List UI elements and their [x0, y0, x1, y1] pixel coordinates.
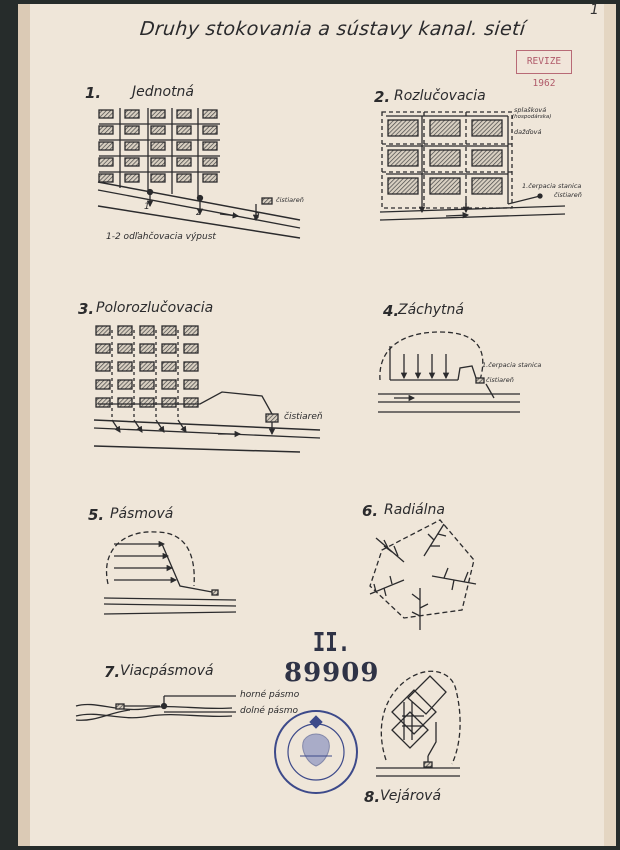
building-block — [125, 174, 139, 182]
building-block — [203, 110, 217, 118]
building-block — [125, 110, 139, 118]
label-hospodarska: (hospodárska) — [512, 114, 552, 120]
label-dazdova: dažďová — [514, 128, 542, 136]
label-dolne-pasmo: dolné pásmo — [240, 706, 299, 716]
building-block — [162, 344, 176, 353]
diagram-6-number: 6. — [362, 502, 379, 520]
label-outlet-2: 2 — [196, 208, 202, 218]
diagram-1-title: Jednotná — [132, 84, 195, 100]
diagram-3-number: 3. — [78, 300, 95, 318]
building-block — [118, 326, 132, 335]
page-title: Druhy stokovania a sústavy kanal. sietí — [138, 18, 527, 40]
diagram-5-number: 5. — [88, 506, 105, 524]
building-block — [184, 380, 198, 389]
building-block — [203, 174, 217, 182]
building-block — [162, 398, 176, 407]
diagram-3-title: Polorozlučovacia — [96, 300, 214, 316]
diagram-4-title: Záchytná — [398, 302, 464, 318]
page-number: 1 — [590, 2, 599, 18]
diagram-2-number: 2. — [374, 88, 391, 106]
building-block — [118, 362, 132, 371]
inventory-number: 89909 — [284, 658, 380, 688]
building-block — [177, 158, 191, 166]
building-block — [140, 398, 154, 407]
label-splaskova: splašková — [514, 106, 547, 114]
building-block — [151, 158, 165, 166]
label-outlet-3: 3 — [254, 212, 260, 222]
diagram-1-number: 1. — [85, 84, 102, 102]
building-block — [162, 380, 176, 389]
building-block — [203, 126, 217, 134]
building-block — [125, 126, 139, 134]
building-block — [125, 158, 139, 166]
building-block — [118, 398, 132, 407]
building-block — [177, 142, 191, 150]
building-block — [151, 174, 165, 182]
diagram-4-number: 4. — [383, 302, 400, 320]
building-block — [140, 380, 154, 389]
diagram-5-title: Pásmová — [110, 506, 174, 522]
building-block — [140, 326, 154, 335]
building-block — [203, 158, 217, 166]
building-block — [96, 344, 110, 353]
diagram-6-title: Radiálna — [384, 502, 446, 518]
revision-stamp: REVIZE 1962 — [516, 50, 572, 74]
building-block — [96, 362, 110, 371]
building-block — [99, 158, 113, 166]
diagram-7-title: Viacpásmová — [120, 663, 214, 679]
building-block — [99, 110, 113, 118]
building-block — [151, 126, 165, 134]
diagram-2-title: Rozlučovacia — [394, 88, 486, 104]
label-outlet-1: 1 — [144, 202, 150, 212]
building-block — [118, 380, 132, 389]
diagram-8-title: Vejárová — [380, 788, 442, 804]
building-block — [151, 142, 165, 150]
building-block — [140, 362, 154, 371]
building-block — [203, 142, 217, 150]
building-block — [162, 326, 176, 335]
building-block — [96, 398, 110, 407]
building-block — [184, 362, 198, 371]
building-block — [99, 142, 113, 150]
building-block — [96, 380, 110, 389]
diagram-7-number: 7. — [104, 663, 121, 681]
building-block — [177, 110, 191, 118]
building-block — [177, 174, 191, 182]
label-horne-pasmo: horné pásmo — [240, 690, 300, 700]
building-block — [140, 344, 154, 353]
label-cistiaren-4: čistiareň — [486, 376, 514, 384]
diagram-8-number: 8. — [364, 788, 381, 806]
label-odlahcovacia: 1-2 odľahčovacia výpust — [106, 232, 216, 242]
label-cerpacia-4: 1.čerpacia stanica — [482, 361, 542, 369]
building-block — [118, 344, 132, 353]
building-block — [151, 110, 165, 118]
building-block — [162, 362, 176, 371]
building-block — [96, 326, 110, 335]
label-cistiaren-3: čistiareň — [284, 412, 323, 422]
building-block — [99, 126, 113, 134]
label-cerpacia-2: 1.čerpacia stanica — [522, 182, 582, 190]
building-block — [184, 326, 198, 335]
building-block — [125, 142, 139, 150]
building-block — [184, 398, 198, 407]
inventory-prefix: II. — [312, 628, 351, 658]
label-cistiaren-2: čistiareň — [554, 191, 582, 199]
label-cistiaren-1: čistiareň — [276, 196, 304, 204]
building-block — [177, 126, 191, 134]
building-block — [184, 344, 198, 353]
building-block — [99, 174, 113, 182]
